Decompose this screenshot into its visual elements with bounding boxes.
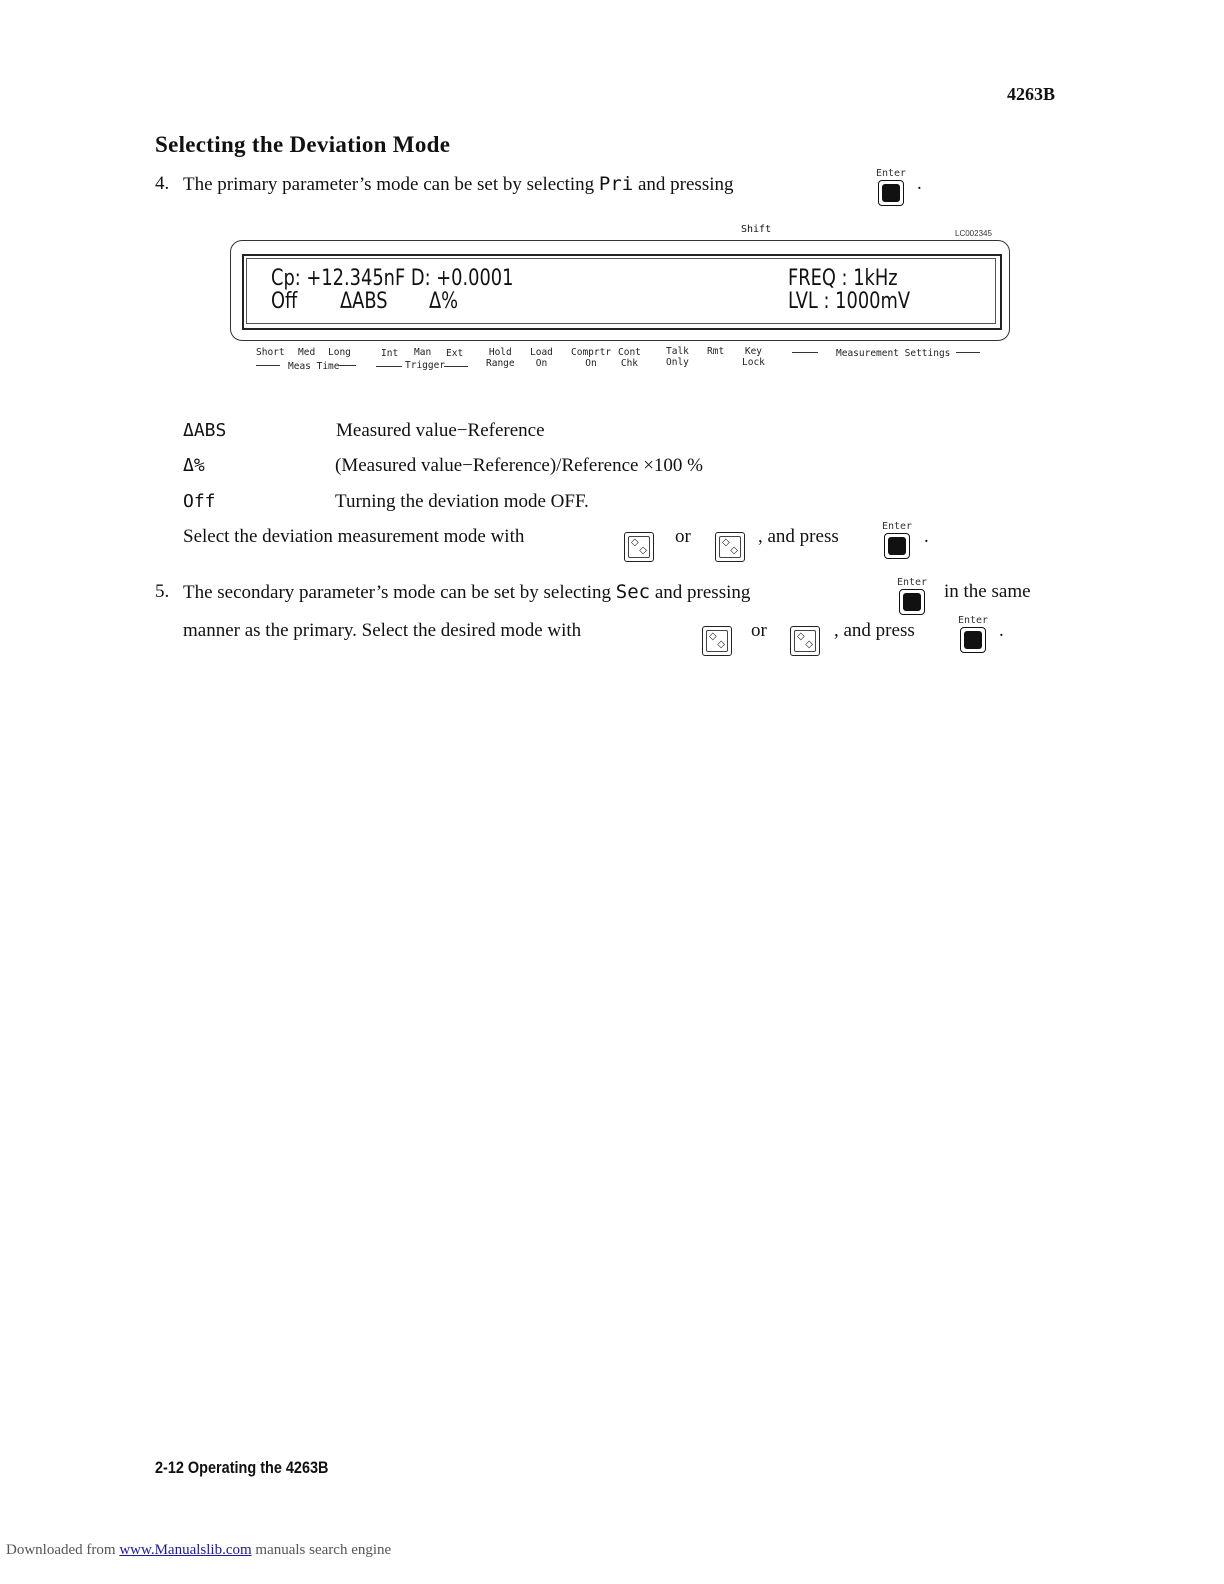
enter-key-icon bbox=[872, 168, 910, 208]
panel-rmt: Rmt bbox=[707, 346, 725, 357]
section-title: Selecting the Deviation Mode bbox=[155, 132, 451, 157]
def-term-abs: ΔABS bbox=[183, 420, 227, 441]
step5-end: . bbox=[999, 620, 1004, 641]
step5-text-end: in the same bbox=[944, 581, 1031, 602]
panel-int: Int bbox=[381, 348, 399, 359]
panel-trigger: Trigger bbox=[405, 360, 446, 371]
enter-key-cap bbox=[878, 180, 904, 206]
step4-text-after: and pressing bbox=[637, 174, 734, 195]
lcd-line1-left: Cp: +12.345nF D: +0.0001 bbox=[271, 266, 514, 291]
panel-key-lock bbox=[742, 346, 765, 368]
panel-man: Man bbox=[414, 347, 432, 358]
step5-text-before: The secondary parameter’s mode can be set by selecting bbox=[183, 582, 612, 603]
select-line-or: or bbox=[675, 526, 691, 547]
panel-ext: Ext bbox=[446, 348, 464, 359]
meas-time-bracket-right bbox=[338, 361, 356, 366]
trigger-bracket-right bbox=[444, 362, 468, 367]
panel-comprtr: Comprtr bbox=[571, 347, 612, 358]
panel-talk: Talk bbox=[666, 346, 689, 357]
meas-time-bracket-left bbox=[256, 361, 280, 366]
enter-key-icon: Enter bbox=[878, 521, 916, 561]
up-arrow-key-icon: ◇ ◇ bbox=[702, 626, 732, 656]
select-line-end: . bbox=[924, 526, 929, 547]
panel-hold: Hold bbox=[488, 347, 512, 358]
panel-load: Load bbox=[530, 347, 553, 358]
header-model: 4263B bbox=[1006, 84, 1055, 104]
step4-text-before: The primary parameter’s mode can be set by selecting bbox=[183, 174, 595, 195]
step4-number: 4. bbox=[155, 173, 170, 194]
panel-chk: Chk bbox=[620, 358, 639, 369]
panel-hold-range bbox=[486, 347, 515, 369]
panel-load-on-label: On bbox=[535, 358, 548, 369]
meas-settings-bracket-right bbox=[956, 348, 980, 353]
panel-load-on bbox=[530, 347, 553, 369]
lcd-line2-pct: Δ% bbox=[429, 289, 459, 314]
enter-key-icon: Enter bbox=[893, 577, 931, 617]
step5-line2: manner as the primary. Select the desired mode with bbox=[183, 620, 582, 641]
panel-range: Range bbox=[486, 358, 515, 369]
panel-meas-time: Meas Time bbox=[288, 361, 340, 372]
step5-text-after: and pressing bbox=[654, 582, 751, 603]
select-line-and-press: , and press bbox=[758, 526, 839, 547]
down-arrow-key-icon: ◇ ◇ bbox=[715, 532, 745, 562]
lcd-line2-right: LVL : 1000mV bbox=[788, 289, 911, 314]
footer-dl-prefix: Downloaded from bbox=[6, 1542, 116, 1558]
def-term-pct: Δ% bbox=[183, 455, 205, 476]
select-line-text: Select the deviation measurement mode with bbox=[183, 526, 525, 547]
footer-page-label: 2-12 Operating the 4263B bbox=[155, 1458, 329, 1477]
lcd-line2-abs: ΔABS bbox=[340, 289, 388, 314]
down-arrow-key-icon: ◇ ◇ bbox=[790, 626, 820, 656]
meas-settings-bracket-left bbox=[792, 348, 818, 353]
panel-key: Key bbox=[744, 346, 763, 357]
panel-talk-only bbox=[666, 346, 689, 368]
def-desc-pct: (Measured value−Reference)/Reference ×100 % bbox=[335, 455, 703, 476]
def-desc-abs: Measured value−Reference bbox=[336, 420, 545, 441]
panel-comprtr-on bbox=[571, 347, 611, 369]
enter-key-icon: Enter bbox=[954, 615, 992, 655]
panel-measurement-settings: Measurement Settings bbox=[836, 348, 951, 359]
shift-label: Shift bbox=[741, 224, 772, 235]
trigger-bracket-left bbox=[376, 362, 402, 367]
step4-code: Pri bbox=[598, 173, 634, 195]
step5-or: or bbox=[751, 620, 767, 641]
def-desc-off: Turning the deviation mode OFF. bbox=[335, 491, 589, 512]
def-term-off: Off bbox=[183, 491, 216, 512]
panel-med: Med bbox=[298, 347, 316, 358]
panel-comprtr-on-label: On bbox=[585, 358, 597, 369]
lcd-line1-right: FREQ : 1kHz bbox=[788, 266, 898, 291]
lcd-line2-off: Off bbox=[271, 289, 298, 314]
footer-download bbox=[6, 1542, 391, 1559]
panel-lock: Lock bbox=[742, 357, 765, 368]
manualslib-link[interactable]: www.Manualslib.com bbox=[119, 1542, 252, 1558]
panel-cont-chk bbox=[618, 347, 641, 369]
step5-code: Sec bbox=[615, 581, 651, 603]
step5-number: 5. bbox=[155, 581, 170, 602]
figure-code: LC002345 bbox=[955, 229, 992, 238]
panel-only: Only bbox=[666, 357, 689, 368]
step4-text bbox=[183, 173, 734, 196]
step5-and-press: , and press bbox=[834, 620, 915, 641]
panel-cont: Cont bbox=[618, 347, 641, 358]
footer-dl-suffix: manuals search engine bbox=[255, 1542, 392, 1558]
panel-long: Long bbox=[328, 347, 351, 358]
enter-key-label: Enter bbox=[875, 168, 907, 179]
panel-short: Short bbox=[256, 347, 285, 358]
step4-end: . bbox=[917, 173, 922, 194]
step5-text bbox=[183, 581, 750, 604]
up-arrow-key-icon: ◇ ◇ bbox=[624, 532, 654, 562]
